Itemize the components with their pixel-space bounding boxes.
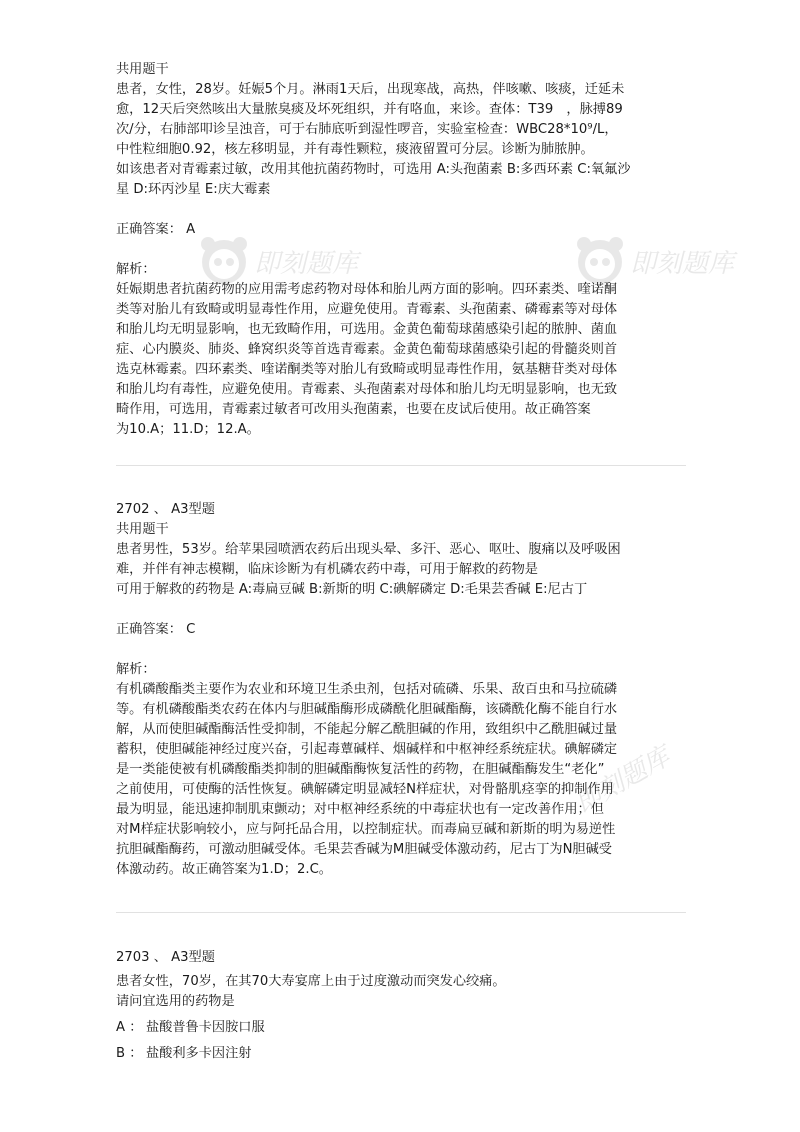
stem-line: 难，并伴有神志模糊，临床诊断为有机磷农药中毒，可用于解救的药物是 xyxy=(116,562,538,577)
option-text: 盐酸普鲁卡因胺口服 xyxy=(146,1020,265,1035)
question-2703 xyxy=(116,948,686,1064)
analysis-label: 解析： xyxy=(116,662,156,677)
stem-label: 共用题干 xyxy=(116,62,169,77)
stem-line: 患者，女性，28岁。妊娠5个月。淋雨1天后，出现寒战，高热，伴咳嗽、咳痰，迁延未 xyxy=(116,82,625,97)
stem-line: 患者男性，53岁。给苹果园喷洒农药后出现头晕、多汗、恶心、呕吐、腹痛以及呼吸困 xyxy=(116,542,621,557)
analysis-line: 选克林霉素。四环素类、喹诺酮类等对胎儿有致畸或明显毒性作用，氨基糖苷类对母体 xyxy=(116,362,618,377)
watermark-text: 即刻题库 xyxy=(254,249,359,279)
question-separator xyxy=(116,465,686,466)
stem-label: 共用题干 xyxy=(116,522,169,537)
analysis-line: 为10.A；11.D；12.A。 xyxy=(116,422,260,437)
question-header: 2702 、 A3型题 xyxy=(116,502,215,517)
analysis-line: 类等对胎儿有致畸或明显毒性作用，应避免使用。青霉素、头孢菌素、磷霉素等对母体 xyxy=(116,302,618,317)
question-line: 可用于解救的药物是 A:毒扁豆碱 B:新斯的明 C:碘解磷定 D:毛果芸香碱 E:尼古丁 xyxy=(116,582,588,597)
stem-line: 中性粒细胞0.92，核左移明显，并有毒性颗粒，痰液留置可分层。诊断为肺脓肿。 xyxy=(116,142,594,157)
option-key: A ： xyxy=(116,1020,143,1035)
analysis-line: 体激动药。故正确答案为1.D；2.C。 xyxy=(116,862,332,877)
analysis-line: 有机磷酸酯类主要作为农业和环境卫生杀虫剂，包括对硫磷、乐果、敌百虫和马拉硫磷 xyxy=(116,682,618,697)
question-line: 星 D:环丙沙星 E:庆大霉素 xyxy=(116,182,271,197)
analysis-line: 症、心内膜炎、肺炎、蜂窝织炎等首选青霉素。金黄色葡萄球菌感染引起的骨髓炎则首 xyxy=(116,342,618,357)
option-key: B ： xyxy=(116,1046,143,1061)
analysis-line: 对M样症状影响较小，应与阿托品合用，以控制症状。而毒扁豆碱和新斯的明为易逆性 xyxy=(116,822,616,837)
correct-answer: 正确答案： A xyxy=(116,222,196,237)
analysis-line: 是一类能使被有机磷酸酯类抑制的胆碱酯酶恢复活性的药物，在胆碱酯酶发生“老化” xyxy=(116,762,605,777)
watermark-text: 即刻题库 xyxy=(570,741,676,820)
analysis-line: 解，从而使胆碱酯酶活性受抑制，不能起分解乙酰胆碱的作用，致组织中乙酰胆碱过量 xyxy=(116,722,618,737)
option-a xyxy=(116,1018,686,1038)
analysis-line: 畸作用，可选用，青霉素过敏者可改用头孢菌素，也要在皮试后使用。故正确答案 xyxy=(116,402,591,417)
question-line: 如该患者对青霉素过敏，改用其他抗菌药物时，可选用 A:头孢菌素 B:多西环素 C:氧氟沙 xyxy=(116,162,631,177)
analysis-line: 等。有机磷酸酯类农药在体内与胆碱酯酶形成磷酰化胆碱酯酶，该磷酰化酶不能自行水 xyxy=(116,702,618,717)
analysis-line: 抗胆碱酯酶药，可激动胆碱受体。毛果芸香碱为M胆碱受体激动药，尼古丁为N胆碱受 xyxy=(116,842,612,857)
question-2702 xyxy=(116,500,686,880)
analysis-line: 妊娠期患者抗菌药物的应用需考虑药物对母体和胎儿两方面的影响。四环素类、喹诺酮 xyxy=(116,282,618,297)
stem-line: 次/分，右肺部叩诊呈浊音，可于右肺底听到湿性啰音，实验室检查：WBC28*10⁹/L， xyxy=(116,122,618,137)
analysis-line: 之前使用，可使酶的活性恢复。碘解磷定明显减轻N样症状，对骨骼肌痉挛的抑制作用 xyxy=(116,782,614,797)
stem-line: 请问宜选用的药物是 xyxy=(116,994,235,1009)
question-separator xyxy=(116,912,686,913)
stem-line: 患者女性，70岁，在其70大寿宴席上由于过度激动而突发心绞痛。 xyxy=(116,974,506,989)
analysis-line: 和胎儿均无明显影响，也无致畸作用，可选用。金黄色葡萄球菌感染引起的脓肿、菌血 xyxy=(116,322,618,337)
question-2701 xyxy=(116,60,686,440)
analysis-line: 蓄积，使胆碱能神经过度兴奋，引起毒蕈碱样、烟碱样和中枢神经系统症状。碘解磷定 xyxy=(116,742,618,757)
option-text: 盐酸利多卡因注射 xyxy=(146,1046,252,1061)
analysis-line: 最为明显，能迅速抑制肌束颤动；对中枢神经系统的中毒症状也有一定改善作用；但 xyxy=(116,802,604,817)
correct-answer: 正确答案： C xyxy=(116,622,196,637)
watermark-text: 即刻题库 xyxy=(630,249,735,279)
question-header: 2703 、 A3型题 xyxy=(116,950,215,965)
analysis-line: 和胎儿均有毒性，应避免使用。青霉素、头孢菌素对母体和胎儿均无明显影响，也无致 xyxy=(116,382,618,397)
option-b xyxy=(116,1044,686,1064)
analysis-label: 解析： xyxy=(116,262,156,277)
stem-line: 愈，12天后突然咳出大量脓臭痰及坏死组织，并有咯血，来诊。查体：T39 ，脉搏89 xyxy=(116,102,623,117)
